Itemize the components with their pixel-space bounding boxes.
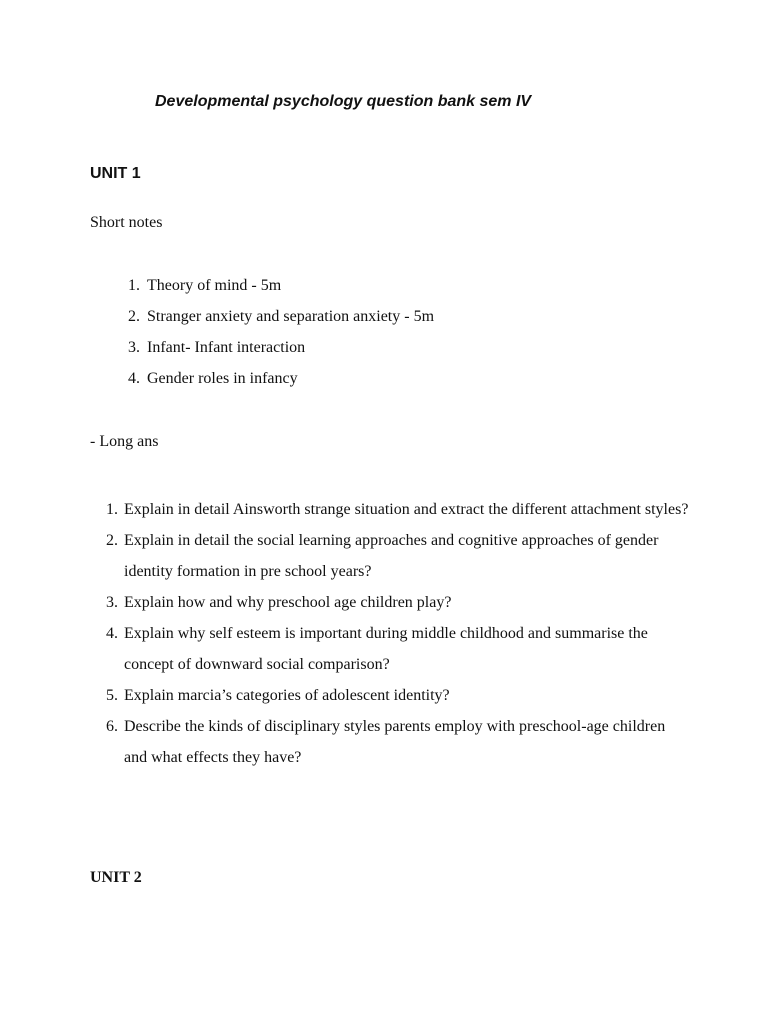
list-number: 2.: [106, 532, 118, 549]
list-item-text: Explain in detail the social learning approaches and cognitive approaches of gender identity formation in pre school years?: [124, 532, 659, 580]
long-answer-item: [100, 680, 690, 711]
short-note-item: [124, 369, 434, 400]
short-note-item: [124, 307, 434, 338]
unit-2-heading: UNIT 2: [90, 869, 142, 886]
list-number: 1.: [128, 277, 140, 294]
long-answer-item: [100, 711, 690, 773]
long-answers-label: - Long ans: [90, 433, 159, 450]
list-item-text: Stranger anxiety and separation anxiety - 5m: [147, 308, 435, 325]
long-answer-item: [100, 494, 690, 525]
list-number: 3.: [128, 339, 140, 356]
list-item-text: Explain in detail Ainsworth strange situation and extract the different attachment styles?: [124, 501, 689, 518]
list-number: 1.: [106, 501, 118, 518]
short-note-item: [124, 276, 434, 307]
list-item-text: Theory of mind - 5m: [147, 277, 282, 294]
unit-1-heading: UNIT 1: [90, 165, 141, 182]
list-number: 3.: [106, 594, 118, 611]
list-item-text: Describe the kinds of disciplinary styles parents employ with preschool-age children and what effects they have?: [124, 718, 666, 766]
long-answers-list: [100, 494, 690, 773]
list-item-text: Gender roles in infancy: [147, 370, 298, 387]
long-answer-item: [100, 525, 690, 587]
short-notes-list: [124, 276, 434, 400]
list-item-text: Explain why self esteem is important during middle childhood and summarise the concept of downward social comparison?: [124, 625, 648, 673]
list-number: 4.: [106, 625, 118, 642]
short-note-item: [124, 338, 434, 369]
document-title: Developmental psychology question bank sem IV: [155, 93, 532, 110]
long-answer-item: [100, 618, 690, 680]
list-number: 4.: [128, 370, 140, 387]
list-item-text: Explain marcia’s categories of adolescent identity?: [124, 687, 450, 704]
list-number: 6.: [106, 718, 118, 735]
list-number: 5.: [106, 687, 118, 704]
list-number: 2.: [128, 308, 140, 325]
list-item-text: Explain how and why preschool age children play?: [124, 594, 452, 611]
long-answer-item: [100, 587, 690, 618]
list-item-text: Infant- Infant interaction: [147, 339, 306, 356]
short-notes-label: Short notes: [90, 214, 163, 231]
